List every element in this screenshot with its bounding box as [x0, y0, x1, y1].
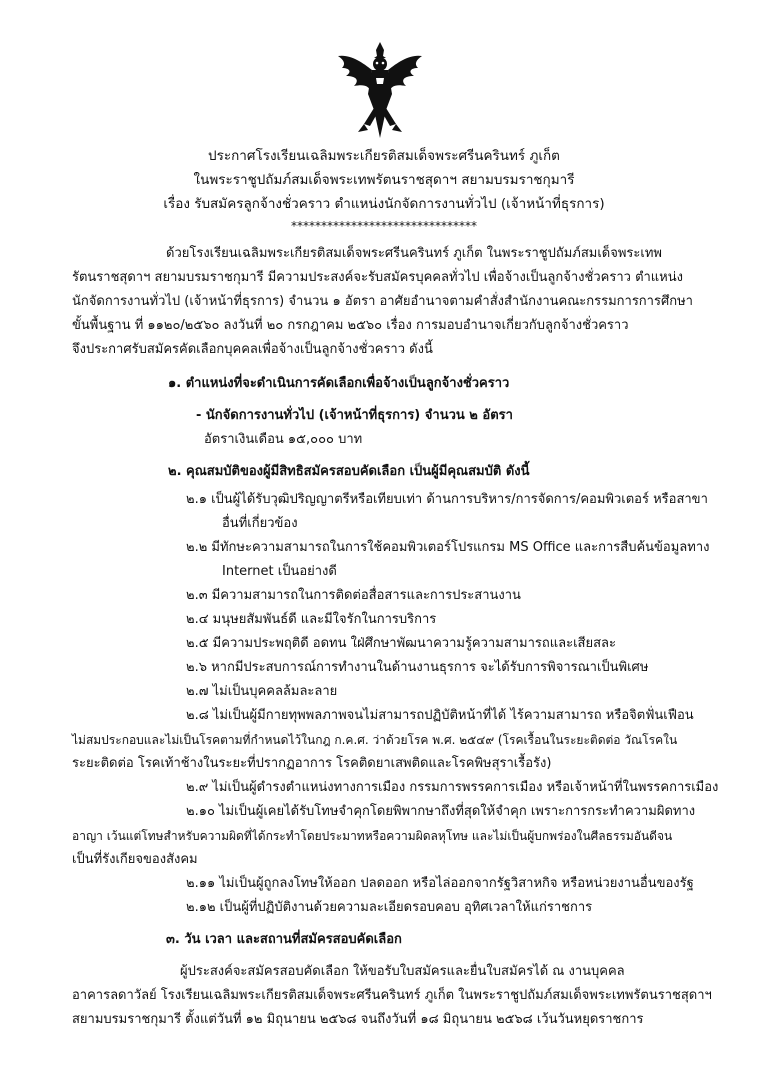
section-2-heading: ๒. คุณสมบัติของผู้มีสิทธิสมัครสอบคัดเลือก เป็นผู้มีคุณสมบัติ ดังนี้: [168, 464, 530, 479]
intro-line: รัตนราชสุดาฯ สยามบรมราชกุมารี มีความประสงค์จะรับสมัครบุคคลทั่วไป เพื่อจ้างเป็นลูกจ้างชั่วคราว ตำแหน่ง: [72, 270, 683, 285]
title-divider: *******************************: [291, 219, 477, 233]
qualification-item: ๒.๙ ไม่เป็นผู้ดำรงตำแหน่งทางการเมือง กรรมการพรรคการเมือง หรือเจ้าหน้าที่ในพรรคการเมือง: [186, 780, 719, 795]
qualification-item: ๒.๑๐ ไม่เป็นผู้เคยได้รับโทษจำคุกโดยพิพากษาถึงที่สุดให้จำคุก เพราะการกระทำความผิดทาง: [186, 804, 696, 819]
qualification-item: ๒.๓ มีความสามารถในการติดต่อสื่อสารและการประสานงาน: [186, 588, 521, 603]
application-line: สยามบรมราชกุมารี ตั้งแต่วันที่ ๑๒ มิถุนายน ๒๕๖๘ จนถึงวันที่ ๑๘ มิถุนายน ๒๕๖๘ เว้นวันหยุดราชการ: [72, 1012, 644, 1027]
doc-patronage: ในพระราชูปถัมภ์สมเด็จพระเทพรัตนราชสุดาฯ สยามบรมราชกุมารี: [193, 172, 575, 188]
qualification-item: ๒.๖ หากมีประสบการณ์การทำงานในด้านงานธุรการ จะได้รับการพิจารณาเป็นพิเศษ: [186, 660, 649, 675]
intro-line: จึงประกาศรับสมัครคัดเลือกบุคคลเพื่อจ้างเป็นลูกจ้างชั่วคราว ดังนี้: [72, 342, 433, 357]
qualification-item: Internet เป็นอย่างดี: [222, 564, 337, 579]
application-line: อาคารลดาวัลย์ โรงเรียนเฉลิมพระเกียรติสมเด็จพระศรีนครินทร์ ภูเก็ต ในพระราชูปถัมภ์สมเด็จพระเทพรัตนราชสุดาฯ: [72, 988, 712, 1003]
intro-line: ด้วยโรงเรียนเฉลิมพระเกียรติสมเด็จพระศรีนครินทร์ ภูเก็ต ในพระราชูปถัมภ์สมเด็จพระเทพ: [166, 246, 662, 261]
application-line: ผู้ประสงค์จะสมัครสอบคัดเลือก ให้ขอรับใบสมัครและยื่นใบสมัครได้ ณ งานบุคคล: [180, 964, 625, 979]
qualification-item: เป็นที่รังเกียจของสังคม: [72, 852, 198, 867]
doc-title: ประกาศโรงเรียนเฉลิมพระเกียรติสมเด็จพระศรีนครินทร์ ภูเก็ต: [208, 148, 560, 164]
qualification-item: ๒.๑๒ เป็นผู้ที่ปฏิบัติงานด้วยความละเอียดรอบคอบ อุทิศเวลาให้แก่ราชการ: [186, 900, 593, 915]
qualification-item: ไม่สมประกอบและไม่เป็นโรคตามที่กำหนดไว้ในกฎ ก.ค.ศ. ว่าด้วยโรค พ.ศ. ๒๕๔๙ (โรคเรื้อนในระยะติดต่อ วัณโรคใน: [72, 733, 678, 747]
qualification-item: ๒.๕ มีความประพฤติดี อดทน ใฝ่ศึกษาพัฒนาความรู้ความสามารถและเสียสละ: [186, 636, 616, 651]
qualification-item: ๒.๒ มีทักษะความสามารถในการใช้คอมพิวเตอร์โปรแกรม MS Office และการสืบค้นข้อมูลทาง: [186, 540, 710, 555]
qualification-item: ระยะติดต่อ โรคเท้าช้างในระยะที่ปรากฏอาการ โรคติดยาเสพติดและโรคพิษสุราเรื้อรัง): [72, 756, 552, 771]
intro-line: นักจัดการงานทั่วไป (เจ้าหน้าที่ธุรการ) จำนวน ๑ อัตรา อาศัยอำนาจตามคำสั่งสำนักงานคณะกรรมการการศึกษา: [72, 294, 693, 309]
position-item: - นักจัดการงานทั่วไป (เจ้าหน้าที่ธุรการ) จำนวน ๒ อัตรา: [196, 408, 513, 423]
qualification-item: ๒.๑ เป็นผู้ได้รับวุฒิปริญญาตรีหรือเทียบเท่า ด้านการบริหาร/การจัดการ/คอมพิวเตอร์ หรือสาขา: [186, 492, 708, 507]
doc-subject: เรื่อง รับสมัครลูกจ้างชั่วคราว ตำแหน่งนักจัดการงานทั่วไป (เจ้าหน้าที่ธุรการ): [163, 196, 605, 212]
intro-line: ขั้นพื้นฐาน ที่ ๑๑๒๐/๒๕๖๐ ลงวันที่ ๒๐ กรกฎาคม ๒๕๖๐ เรื่อง การมอบอำนาจเกี่ยวกับลูกจ้างชั่วคราว: [72, 318, 629, 333]
qualification-item: อาญา เว้นแต่โทษสำหรับความผิดที่ได้กระทำโดยประมาทหรือความผิดลหุโทษ และไม่เป็นผู้บกพร่องในศีลธรรมอันดีจน: [72, 829, 673, 843]
section-1-heading: ๑. ตำแหน่งที่จะดำเนินการคัดเลือกเพื่อจ้างเป็นลูกจ้างชั่วคราว: [168, 376, 510, 391]
qualification-item: ๒.๗ ไม่เป็นบุคคลล้มละลาย: [186, 684, 338, 699]
qualification-item: ๒.๘ ไม่เป็นผู้มีกายทุพพลภาพจนไม่สามารถปฏิบัติหน้าที่ได้ ไร้ความสามารถ หรือจิตฟั่นเฟือน: [186, 708, 694, 723]
qualification-item: ๒.๑๑ ไม่เป็นผู้ถูกลงโทษให้ออก ปลดออก หรือไล่ออกจากรัฐวิสาหกิจ หรือหน่วยงานอื่นของรัฐ: [186, 876, 694, 891]
garuda-emblem-icon: [334, 40, 426, 140]
salary-text: อัตราเงินเดือน ๑๕,๐๐๐ บาท: [204, 432, 363, 447]
qualification-item: ๒.๔ มนุษยสัมพันธ์ดี และมีใจรักในการบริการ: [186, 612, 437, 627]
qualification-item: อื่นที่เกี่ยวข้อง: [222, 516, 298, 531]
section-3-heading: ๓. วัน เวลา และสถานที่สมัครสอบคัดเลือก: [166, 932, 402, 947]
